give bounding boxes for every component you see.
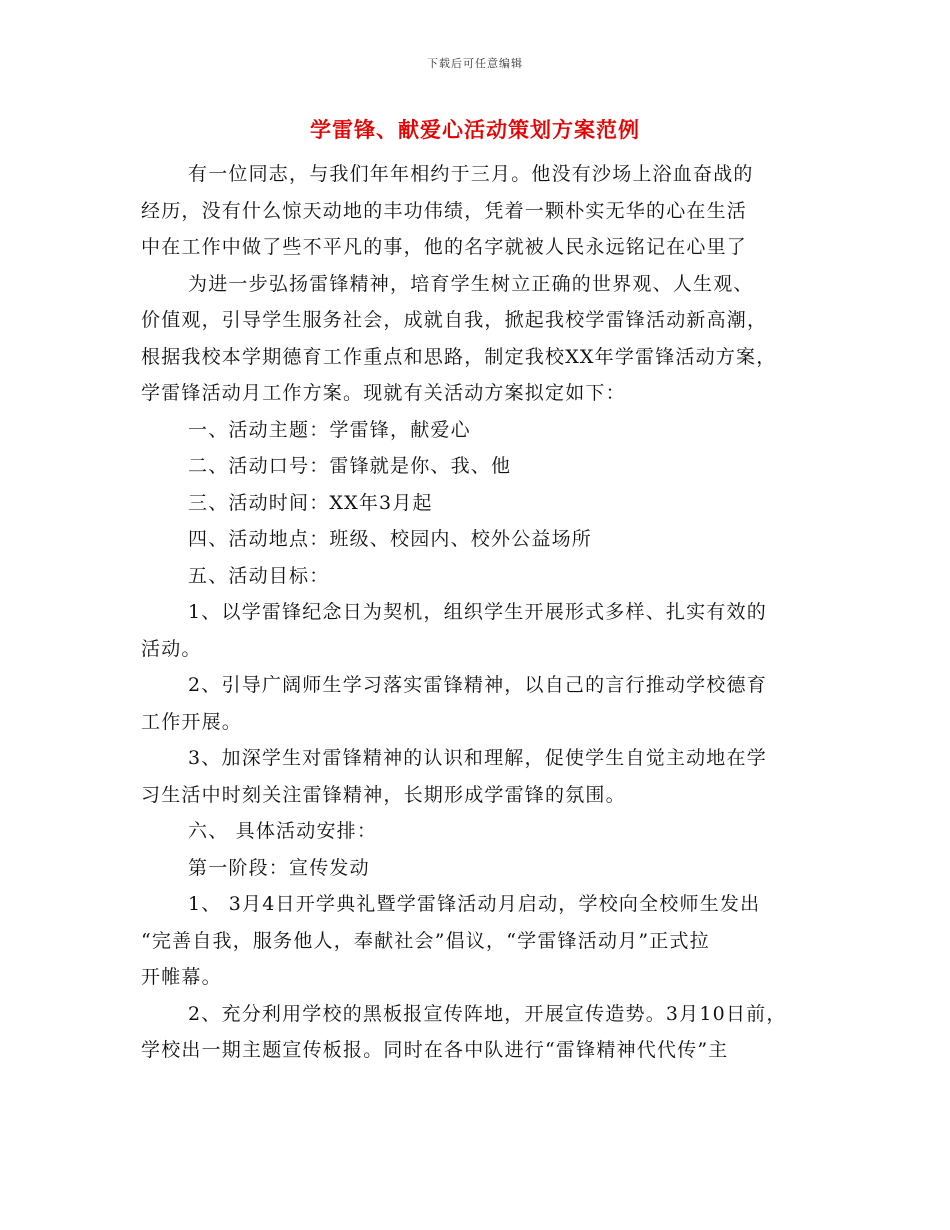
body-line: 一、活动主题：学雷锋，献爱心	[188, 418, 471, 441]
body-line: 第一阶段：宣传发动	[188, 856, 370, 879]
body-line: 经历，没有什么惊天动地的丰功伟绩，凭着一颗朴实无华的心在生活	[141, 199, 748, 222]
document-body	[141, 156, 816, 1069]
body-line: 学校出一期主题宣传板报。同时在各中队进行“雷锋精神代代传”主	[141, 1039, 729, 1061]
body-line: 根据我校本学期德育工作重点和思路，制定我校XX年学雷锋活动方案，	[141, 345, 777, 368]
body-line: 有一位同志，与我们年年相约于三月。他没有沙场上浴血奋战的	[188, 163, 754, 185]
body-line: 2、充分利用学校的黑板报宣传阵地，开展宣传造势。3月10日前，	[188, 1002, 787, 1025]
body-line: 二、活动口号：雷锋就是你、我、他	[188, 455, 512, 477]
body-line: 为进一步弘扬雷锋精神，培育学生树立正确的世界观、人生观、	[188, 272, 754, 295]
body-line: 工作开展。	[141, 710, 243, 733]
body-line: 活动。	[141, 637, 202, 660]
header-note: 下载后可任意编辑	[427, 57, 523, 70]
body-line: 1、以学雷锋纪念日为契机，组织学生开展形式多样、扎实有效的	[188, 601, 767, 623]
body-line: 2、引导广阔师生学习落实雷锋精神，以自己的言行推动学校德育	[188, 674, 767, 696]
body-line: 六、 具体活动安排：	[188, 820, 378, 842]
document-title: 学雷锋、献爱心活动策划方案范例	[310, 117, 640, 142]
body-line: 3、加深学生对雷锋精神的认识和理解，促使学生自觉主动地在学	[188, 747, 767, 769]
body-line: 五、活动目标：	[188, 564, 330, 587]
body-line: 价值观，引导学生服务社会，成就自我，掀起我校学雷锋活动新高潮，	[141, 309, 768, 331]
body-line: 1、 3月4日开学典礼暨学雷锋活动月启动，学校向全校师生发出	[188, 893, 761, 915]
body-line: 开帷幕。	[141, 966, 222, 988]
body-line: 四、活动地点：班级、校园内、校外公益场所	[188, 528, 593, 550]
body-line: “完善自我，服务他人，奉献社会”倡议，“学雷锋活动月”正式拉	[141, 929, 710, 952]
body-line: 习生活中时刻关注雷锋精神，长期形成学雷锋的氛围。	[141, 783, 626, 806]
body-line: 三、活动时间：XX年3月起	[188, 491, 433, 514]
body-line: 中在工作中做了些不平凡的事，他的名字就被人民永远铭记在心里了	[141, 236, 748, 258]
body-line: 学雷锋活动月工作方案。现就有关活动方案拟定如下：	[141, 382, 626, 404]
